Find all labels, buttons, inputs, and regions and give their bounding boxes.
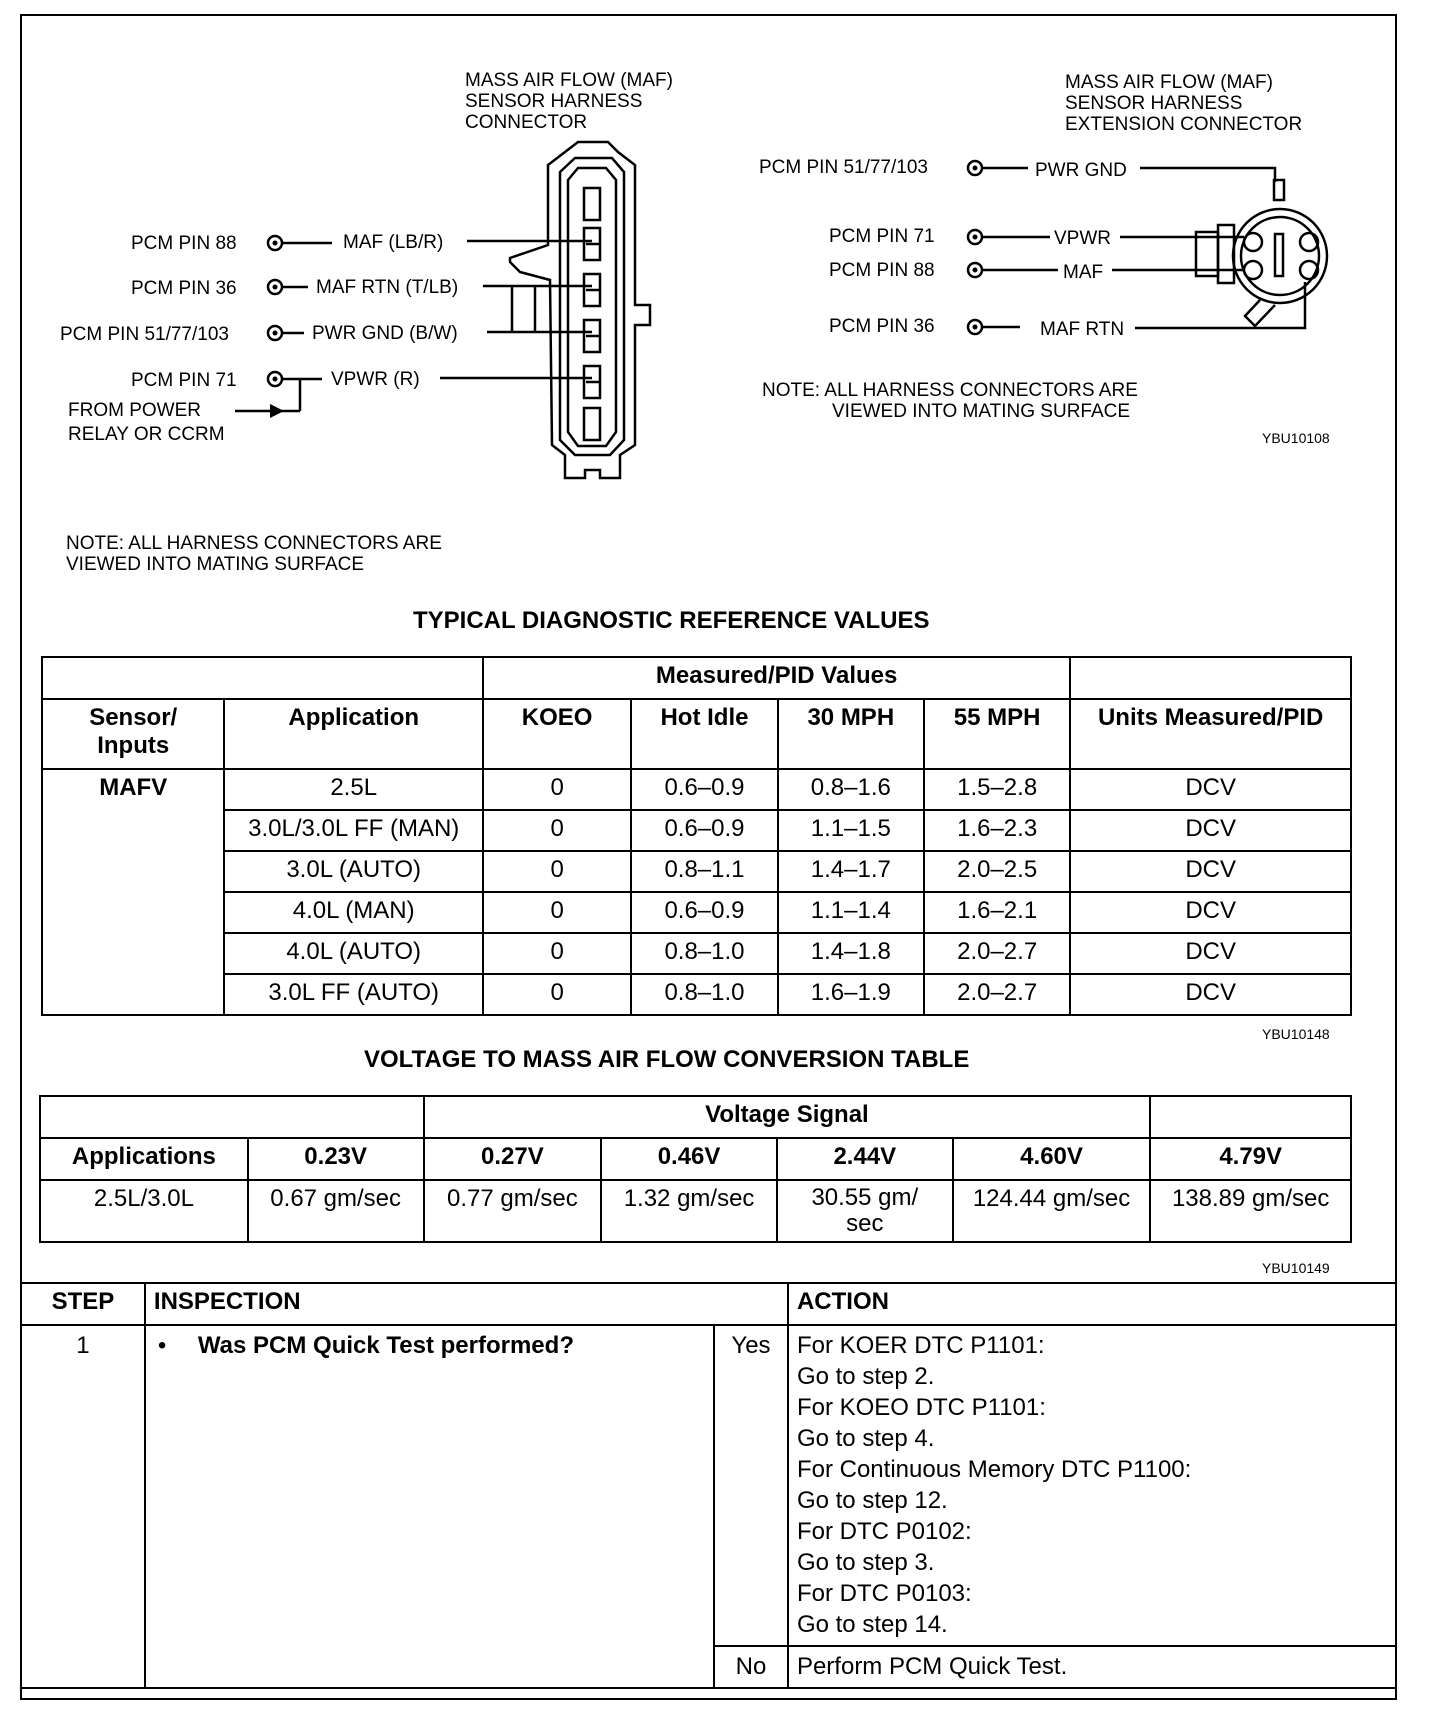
column-header: 4.79V — [1150, 1138, 1351, 1180]
table-cell: 0 — [483, 974, 631, 1015]
table-cell: 0.6–0.9 — [631, 810, 777, 851]
table-row — [42, 892, 1351, 933]
table-cell: 0 — [483, 810, 631, 851]
column-header: Units Measured/PID — [1070, 699, 1351, 769]
left-pcm-pin-label: PCM PIN 88 — [131, 233, 237, 254]
left-signal-label: MAF RTN (T/LB) — [316, 277, 459, 298]
group-header: Measured/PID Values — [483, 657, 1070, 699]
table-cell: 1.6–2.3 — [924, 810, 1070, 851]
empty-header — [1070, 657, 1351, 699]
table-cell: 2.0–2.7 — [924, 974, 1070, 1015]
table-cell: 1.1–1.5 — [778, 810, 924, 851]
reference-table-title: TYPICAL DIAGNOSTIC REFERENCE VALUES — [413, 607, 930, 634]
table-cell: DCV — [1070, 851, 1351, 892]
action-line: For DTC P0102: — [796, 1518, 972, 1545]
table-cell: 0.8–1.6 — [778, 769, 924, 810]
column-header: 0.46V — [601, 1138, 777, 1180]
table-cell: 0.8–1.0 — [631, 933, 777, 974]
figure-code: YBU10108 — [1262, 430, 1330, 446]
action-line: For Continuous Memory DTC P1100: — [796, 1456, 1192, 1483]
table-cell: 1.1–1.4 — [778, 892, 924, 933]
table-cell: 2.5L/3.0L — [40, 1180, 248, 1242]
column-header: 2.44V — [777, 1138, 953, 1180]
table-cell: 0 — [483, 933, 631, 974]
table-cell: 0.8–1.1 — [631, 851, 777, 892]
empty-header — [42, 657, 483, 699]
table-cell: 1.6–1.9 — [778, 974, 924, 1015]
table-cell: 4.0L (AUTO) — [224, 933, 483, 974]
left-signal-label: VPWR (R) — [331, 369, 420, 390]
table-cell: 4.0L (MAN) — [224, 892, 483, 933]
left-pcm-pin-label: PCM PIN 51/77/103 — [60, 324, 229, 345]
right-signal-label: VPWR — [1054, 228, 1111, 249]
table-cell: DCV — [1070, 892, 1351, 933]
table-cell: 0 — [483, 851, 631, 892]
table-cell: 0.6–0.9 — [631, 769, 777, 810]
figure-code: YBU10149 — [1262, 1260, 1330, 1276]
action-line: Go to step 4. — [796, 1425, 935, 1452]
yes-label: Yes — [714, 1325, 788, 1646]
table-cell: 2.0–2.5 — [924, 851, 1070, 892]
left-connector-diagram — [0, 0, 700, 500]
action-line: Go to step 14. — [796, 1611, 948, 1638]
column-header: Applications — [40, 1138, 248, 1180]
table-cell: DCV — [1070, 810, 1351, 851]
table-cell: DCV — [1070, 933, 1351, 974]
no-label: No — [714, 1646, 788, 1688]
table-row — [42, 810, 1351, 851]
action-line: Go to step 3. — [796, 1549, 935, 1576]
table-cell: 2.5L — [224, 769, 483, 810]
step-header: STEP — [21, 1283, 145, 1325]
table-cell: 0.6–0.9 — [631, 892, 777, 933]
action-line: For KOER DTC P1101: — [796, 1332, 1045, 1359]
table-row — [42, 851, 1351, 892]
table-cell: 1.5–2.8 — [924, 769, 1070, 810]
column-header: 4.60V — [953, 1138, 1151, 1180]
action-line: Go to step 12. — [796, 1487, 948, 1514]
right-pcm-pin-label: PCM PIN 36 — [829, 316, 935, 337]
right-signal-label: PWR GND — [1035, 160, 1127, 181]
empty-header — [1150, 1096, 1351, 1138]
table-cell: 1.4–1.7 — [778, 851, 924, 892]
table-cell: DCV — [1070, 769, 1351, 810]
table-cell: 138.89 gm/sec — [1150, 1180, 1351, 1242]
right-pcm-pin-label: PCM PIN 88 — [829, 260, 935, 281]
action-line: For KOEO DTC P1101: — [796, 1394, 1046, 1421]
column-header: Application — [224, 699, 483, 769]
column-header: 0.23V — [248, 1138, 424, 1180]
figure-code: YBU10148 — [1262, 1026, 1330, 1042]
column-header: 55 MPH — [924, 699, 1070, 769]
table-row — [40, 1180, 1351, 1242]
table-cell: 0.67 gm/sec — [248, 1180, 424, 1242]
table-cell: 3.0L FF (AUTO) — [224, 974, 483, 1015]
power-source-label: RELAY OR CCRM — [68, 424, 225, 445]
left-pcm-pin-label: PCM PIN 36 — [131, 278, 237, 299]
step-number: 1 — [21, 1325, 145, 1688]
table-cell: 0 — [483, 769, 631, 810]
no-action-cell: Perform PCM Quick Test. — [788, 1646, 1396, 1688]
table-cell: 0 — [483, 892, 631, 933]
inspection-cell — [145, 1325, 714, 1688]
table-row — [42, 769, 1351, 810]
table-cell: 1.4–1.8 — [778, 933, 924, 974]
table-cell: 1.32 gm/sec — [601, 1180, 777, 1242]
right-pcm-pin-label: PCM PIN 71 — [829, 226, 935, 247]
left-pcm-pin-label: PCM PIN 71 — [131, 370, 237, 391]
table-row — [42, 974, 1351, 1015]
bullet: • — [157, 1332, 167, 1359]
right-pcm-pin-label: PCM PIN 51/77/103 — [759, 157, 928, 178]
table-cell: DCV — [1070, 974, 1351, 1015]
action-line: For DTC P0103: — [796, 1580, 972, 1607]
conversion-table-title: VOLTAGE TO MASS AIR FLOW CONVERSION TABLE — [364, 1046, 970, 1073]
power-source-label: FROM POWER — [68, 400, 201, 421]
table-row — [42, 933, 1351, 974]
conversion-table — [39, 1095, 1352, 1243]
table-row — [21, 1325, 1396, 1646]
table-cell: 0.77 gm/sec — [424, 1180, 602, 1242]
step-table — [20, 1282, 1397, 1689]
inspection-header: INSPECTION — [145, 1283, 788, 1325]
sensor-cell: MAFV — [42, 769, 224, 1015]
column-header: KOEO — [483, 699, 631, 769]
table-cell: 1.6–2.1 — [924, 892, 1070, 933]
table-cell: 124.44 gm/sec — [953, 1180, 1151, 1242]
empty-header — [40, 1096, 424, 1138]
column-header: 30 MPH — [778, 699, 924, 769]
table-cell: 2.0–2.7 — [924, 933, 1070, 974]
yes-action-cell — [788, 1325, 1396, 1646]
table-cell: 3.0L/3.0L FF (MAN) — [224, 810, 483, 851]
action-header: ACTION — [788, 1283, 1396, 1325]
table-cell: 0.8–1.0 — [631, 974, 777, 1015]
column-header: Hot Idle — [631, 699, 777, 769]
left-signal-label: MAF (LB/R) — [343, 232, 444, 253]
action-line: Go to step 2. — [796, 1363, 935, 1390]
column-header: Sensor/ Inputs — [42, 699, 224, 769]
inspection-question: Was PCM Quick Test performed? — [197, 1332, 574, 1359]
left-signal-label: PWR GND (B/W) — [312, 323, 458, 344]
column-header: 0.27V — [424, 1138, 602, 1180]
reference-values-table — [41, 656, 1352, 1016]
group-header: Voltage Signal — [424, 1096, 1151, 1138]
right-signal-label: MAF — [1063, 262, 1104, 283]
table-cell: 30.55 gm/ sec — [777, 1180, 953, 1242]
table-cell: 3.0L (AUTO) — [224, 851, 483, 892]
right-signal-label: MAF RTN — [1040, 319, 1125, 340]
